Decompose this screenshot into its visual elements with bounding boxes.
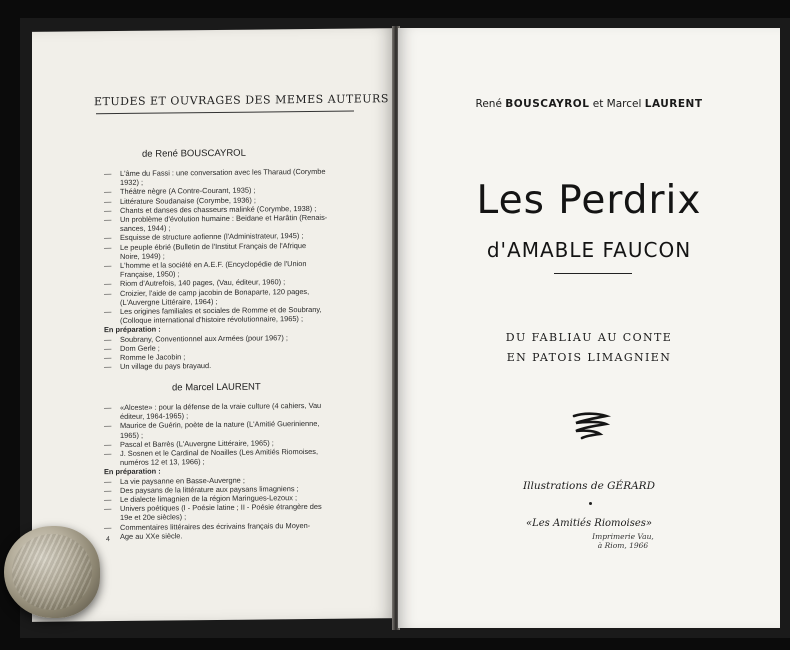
list-item-text: Riom d'Autrefois, 140 pages, (Vau, éditeur, 1960) ;: [120, 277, 286, 289]
list-dash: —: [104, 205, 112, 215]
list-dash: —: [104, 169, 112, 179]
list-item: [104, 359, 394, 371]
list-dash: —: [104, 215, 112, 225]
list-dash: —: [104, 362, 112, 372]
title-rule: [554, 273, 632, 274]
list-dash: —: [104, 403, 112, 413]
book-subtitle: d'AMABLE FAUCON: [486, 238, 692, 262]
list-item: [104, 529, 394, 544]
list-item-text: En préparation :: [104, 466, 161, 477]
list-item-text: J. Sosnen et le Cardinal de Noailles (Les Amitiés Riomoises,: [120, 446, 318, 458]
list-dash: —: [104, 504, 112, 514]
fabliau-text: [398, 328, 780, 368]
separator-dot: [589, 502, 592, 505]
author1-last: BOUSCAYROL: [505, 98, 590, 110]
list-dash: —: [104, 485, 112, 495]
ornament-icon: [568, 410, 612, 440]
section-title-prefix: de Marcel: [172, 381, 217, 394]
list-item-text: La vie paysanne en Basse-Auvergne ;: [120, 475, 245, 486]
list-dash: —: [104, 343, 112, 354]
author1-first: René: [475, 98, 506, 110]
list-dash: —: [104, 187, 112, 197]
list-item-text: (Colloque international d'histoire révolutionnaire, 1965) ;: [120, 314, 304, 326]
list-item-text: Esquisse de structure aofienne (l'Administrateur, 1945) ;: [120, 231, 304, 243]
list-item-text: Noire, 1949) ;: [120, 251, 165, 261]
printer-info: [548, 532, 698, 550]
list-dash: —: [104, 307, 112, 317]
list-item-text: Littérature Soudanaise (Corymbe, 1936) ;: [120, 195, 256, 206]
list-item-text: 1965) ;: [120, 430, 144, 440]
list-item-text: L'homme et la société en A.E.F. (Encyclopédie de l'Union: [120, 259, 307, 271]
list-dash: —: [104, 439, 112, 449]
bibliography-list-laurent: [104, 400, 394, 544]
list-item-text: Univers poétiques (I - Poésie latine ; II - Poésie étrangère des: [120, 502, 322, 514]
author2-first: Marcel: [606, 98, 645, 110]
bibliography-list-bouscayrol: [104, 166, 394, 372]
section-title-bouscayrol: [142, 148, 246, 160]
list-item-text: Les origines familiales et sociales de Romme et de Soubrany,: [120, 304, 322, 317]
stone-paperweight: [4, 526, 100, 618]
list-item-text: Un village du pays brayaud.: [120, 361, 212, 372]
section-title-name: BOUSCAYROL: [180, 147, 246, 160]
printer-line-1: Imprimerie Vau,: [592, 532, 654, 541]
list-item-text: Romme le Jacobin ;: [120, 352, 186, 363]
list-dash: —: [104, 196, 112, 206]
list-item-text: Dom Gerle ;: [120, 343, 160, 353]
list-item-text: Française, 1950) ;: [120, 269, 180, 280]
list-dash: —: [104, 421, 112, 431]
book-title: Les Perdrix: [476, 178, 702, 223]
list-item-text: Maurice de Guérin, poète de la nature (L'Amitié Guerinienne,: [120, 419, 320, 431]
right-page: [398, 28, 780, 628]
section-title-laurent: [172, 382, 261, 394]
list-item-text: sances, 1944) ;: [120, 223, 171, 234]
list-dash: —: [104, 279, 112, 289]
list-dash: —: [104, 522, 112, 532]
left-page-heading: ETUDES ET OUVRAGES DES MEMES AUTEURS: [94, 92, 389, 109]
fabliau-line-1: DU FABLIAU AU CONTE: [505, 331, 673, 344]
list-dash: —: [104, 449, 112, 459]
list-dash: —: [104, 334, 112, 344]
list-item-text: Le dialecte limagnien de la région Maringues-Lezoux ;: [120, 493, 298, 505]
list-item-text: éditeur, 1964-1965) ;: [120, 411, 189, 422]
list-item-text: 19e et 20e siècles) ;: [120, 512, 187, 523]
list-item-text: Croizier, l'aide de camp jacobin de Bonaparte, 120 pages,: [120, 286, 310, 298]
list-dash: —: [104, 242, 112, 252]
section-title-name: LAURENT: [216, 381, 261, 393]
section-title-prefix: de René: [142, 148, 181, 160]
list-item-text: Des paysans de la littérature aux paysans limagniens ;: [120, 483, 299, 495]
list-item-text: Commentaires littéraires des écrivains français du Moyen-: [120, 520, 311, 532]
list-item-text: Soubrany, Conventionnel aux Armées (pour 1967) ;: [120, 332, 288, 344]
list-dash: —: [104, 476, 112, 486]
authors-line: [398, 98, 780, 110]
list-dash: —: [104, 233, 112, 243]
list-item-text: «Alceste» : pour la défense de la vraie culture (4 cahiers, Vau: [120, 400, 322, 412]
list-dash: —: [104, 288, 112, 298]
list-item-text: Chants et danses des chasseurs malinké (Corymbe, 1938) ;: [120, 203, 317, 215]
publisher: «Les Amitiés Riomoises»: [525, 518, 653, 529]
heading-rule: [96, 111, 354, 115]
list-item-text: Le peuple ébrié (Bulletin de l'Institut Français de l'Afrique: [120, 240, 307, 252]
list-item-text: Age au XXe siècle.: [120, 531, 183, 541]
list-item-text: L'âme du Fassi : une conversation avec les Tharaud (Corymbe: [120, 166, 326, 178]
authors-conj: et: [589, 98, 607, 110]
list-item-text: Pascal et Barrès (L'Auvergne Littéraire, 1965) ;: [120, 438, 274, 449]
list-item-text: numéros 12 et 13, 1966) ;: [120, 457, 205, 468]
illustrations-credit: Illustrations de GÉRARD: [522, 480, 656, 492]
list-item-text: (L'Auvergne Littéraire, 1964) ;: [120, 296, 218, 307]
page-number: 4: [106, 536, 110, 544]
author2-last: LAURENT: [644, 98, 703, 110]
list-dash: —: [104, 495, 112, 505]
printer-line-2: à Riom, 1966: [597, 541, 649, 550]
fabliau-line-2: EN PATOIS LIMAGNIEN: [506, 351, 672, 364]
list-dash: —: [104, 353, 112, 363]
list-item-text: 1932) ;: [120, 177, 144, 188]
list-item-text: Un problème d'évolution humaine : Beidane et Harâtin (Renais-: [120, 212, 328, 224]
list-item-text: Théâtre nègre (A Contre-Courant, 1935) ;: [120, 185, 256, 197]
left-page: [32, 28, 395, 622]
list-dash: —: [104, 261, 112, 271]
list-item-text: En préparation :: [104, 325, 161, 335]
